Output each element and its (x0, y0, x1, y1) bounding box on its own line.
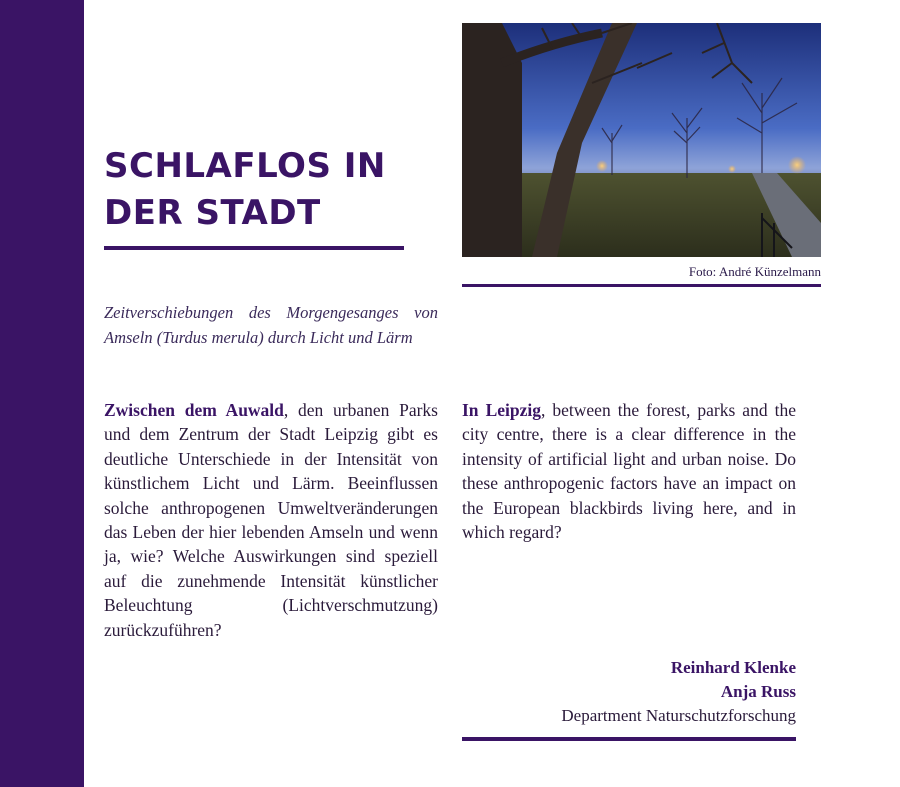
author-department: Department Naturschutzforschung (561, 706, 796, 725)
author-name: Reinhard Klenke (670, 658, 796, 677)
body-english-text: , between the forest, parks and the city centre, there is a clear difference in the intensity of artificial light and urban noise. Do these anthropogenic factors have an impact on the European blackbirds living here, and in which regard? (462, 400, 796, 543)
park-photo (462, 23, 821, 257)
body-text-english (462, 398, 796, 544)
photo-caption: Foto: André Künzelmann (688, 264, 821, 279)
photo-divider (462, 284, 821, 287)
body-text-german (104, 398, 438, 642)
title-line-1: SCHLAFLOS IN (104, 146, 386, 186)
lead-phrase-english: In Leipzig (462, 400, 541, 420)
side-color-bar (0, 0, 84, 787)
author-divider (462, 737, 796, 741)
title-line-2: DER STADT (104, 193, 321, 233)
title-divider (104, 246, 404, 250)
author-name: Anja Russ (720, 682, 796, 701)
body-german-text: , den urbanen Parks und dem Zentrum der Stadt Leipzig gibt es deutliche Unterschiede in der Intensität von künstlichem Licht und Lärm. Beeinflussen solche anthropogenen Umweltveränderungen das Leben der hier lebenden Amseln und wenn ja, wie? Welche Auswirkungen sind speziell auf die zunehmende Intensität künstlicher Beleuchtung (Lichtverschmutzung) zurückzuführen? (104, 400, 438, 640)
lead-phrase-german: Zwischen dem Auwald (104, 400, 284, 420)
article-title (104, 143, 404, 237)
article-subtitle: Zeitverschiebungen des Morgengesanges von Amseln (Turdus merula) durch Licht und Lärm (104, 303, 438, 347)
author-block (462, 656, 796, 728)
